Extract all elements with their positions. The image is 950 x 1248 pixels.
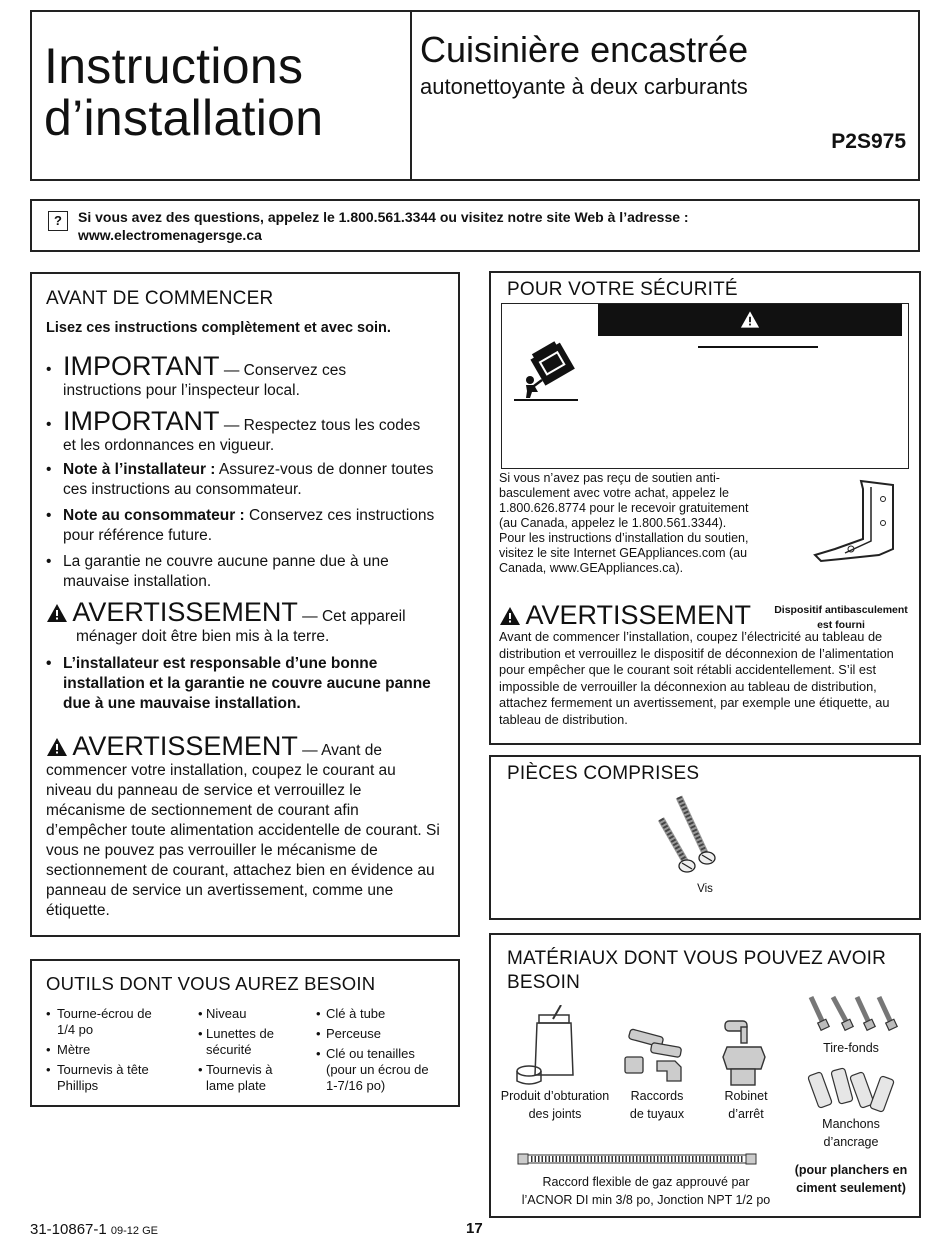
contact-website[interactable]: www.electromenagersge.ca (78, 227, 262, 243)
tool-item: Lunettes de sécurité (206, 1026, 274, 1057)
concrete-note-line1: (pour planchers en (794, 1163, 908, 1177)
anchors-caption (803, 1115, 899, 1151)
safety-warning-heading (499, 601, 751, 629)
materials-heading-line2: BESOIN (507, 972, 580, 993)
concrete-note-line2: ciment seulement) (796, 1181, 906, 1195)
question-icon: ? (48, 211, 68, 231)
flex-connector-caption (501, 1173, 791, 1209)
fittings-caption-line2: de tuyaux (629, 1107, 685, 1121)
safety-section (489, 271, 921, 745)
important-item-2: • IMPORTANT — Respectez tous les codes et les ordonnances en vigueur. (46, 406, 421, 454)
warning-icon (46, 603, 68, 623)
before-you-begin-section (30, 272, 460, 937)
sealant-caption-line1: Produit d’obturation (500, 1089, 610, 1103)
important-label: IMPORTANT (63, 351, 220, 381)
anchor-sleeves-icon (803, 1067, 899, 1117)
included-parts-heading: PIÈCES COMPRISES (507, 763, 700, 784)
installer-responsibility-text: L’installateur est responsable d’une bonne installation et la garantie ne couvre aucune panne due à une mauvaise installation. (63, 655, 431, 712)
warning-text-cont: ménager doit être bien mis à la terre. (76, 628, 330, 645)
materials-section (489, 933, 921, 1218)
note-consumer: • Note au consommateur : Conservez ces instructions pour référence future. (46, 507, 435, 544)
lag-bolts-caption: Tire-fonds (823, 1041, 879, 1055)
note-text: Conservez ces instructions pour référence future. (63, 507, 435, 544)
pipe-sealant-icon (515, 1005, 585, 1087)
tool-item: Perceuse (326, 1026, 381, 1041)
screws-icon (651, 793, 731, 877)
safety-warning-text: Avant de commencer l’installation, coupez l’électricité au tableau de distribution et verrouillez le dispositif de déconnexion de l’alimentation pour empêcher que le courant soit rétabli accidentellement. S’il est impossible de verrouiller la déconnexion au tableau de distribution, attachez fermement un avertissement, par exemple une étiquette, au tableau de distribution. (499, 629, 894, 727)
tools-col2: • Niveau • Lunettes de sécurité • Tournevis à lame plate (198, 1006, 308, 1094)
warning-ground (46, 598, 446, 647)
warning-text-cont: commencer votre installation, coupez le courant au niveau du panneau de service et verrouillez le mécanisme de sectionnement de courant afin d’empêcher toute alimentation accidentelle de courant. Si vous ne pouvez pas verrouiller le mécanisme de sectionnement de courant, attachez bien en évidence au panneau de service un avertissement, comme une étiquette. (46, 762, 440, 919)
anti-tip-text: Si vous n’avez pas reçu de soutien anti-basculement avec votre achat, appelez le 1.800.626.8774 pour le recevoir gratuitement (au Canada, appelez le 1.800.561.3344). Pour les instructions d’installation du soutien, visitez le site Internet GEAppliances.com (au Canada, www.GEAppliances.ca). (499, 471, 749, 575)
tools-heading: OUTILS DONT VOUS AUREZ BESOIN (46, 973, 376, 994)
warning-rule (698, 346, 818, 348)
warning-label: AVERTISSEMENT (525, 600, 751, 630)
warning-label: AVERTISSEMENT (72, 731, 298, 761)
model-number: P2S975 (831, 130, 906, 153)
warning-icon (499, 606, 521, 626)
anti-tip-warning-panel (501, 303, 909, 469)
tool-item: Mètre (57, 1042, 91, 1057)
included-parts-section (489, 755, 921, 920)
before-you-begin-heading: AVANT DE COMMENCER (46, 288, 274, 309)
product-subtitle: autonettoyante à deux carburants (420, 74, 748, 99)
important-text: — Conservez ces (219, 362, 347, 379)
valve-caption (703, 1087, 789, 1123)
warning-text: — Cet appareil (297, 608, 406, 625)
contact-box (30, 199, 920, 252)
materials-heading (507, 947, 886, 995)
header-box (30, 10, 920, 181)
page-number: 17 (466, 1220, 483, 1237)
valve-caption-line1: Robinet (724, 1089, 768, 1103)
valve-caption-line2: d’arrêt (728, 1107, 764, 1121)
warning-power (46, 732, 442, 921)
bracket-caption-line2: est fourni (817, 619, 865, 631)
warranty-note: • La garantie ne couvre aucune panne due à une mauvaise installation. (46, 552, 446, 592)
intro-text: Lisez ces instructions complètement et avec soin. (46, 320, 391, 336)
concrete-floor-note (787, 1161, 915, 1197)
shutoff-valve-icon (721, 1017, 767, 1089)
document-code-suffix: 09-12 GE (110, 1225, 158, 1237)
materials-heading-line1: MATÉRIAUX DONT VOUS POUVEZ AVOIR (507, 948, 887, 969)
product-title: Cuisinière encastrée (420, 29, 749, 70)
anchors-caption-line2: d’ancrage (823, 1135, 879, 1149)
flex-connector-caption-line2: l’ACNOR DI min 3/8 po, Jonction NPT 1/2 po (521, 1193, 771, 1207)
document-code (30, 1221, 158, 1238)
tool-item: Tournevis à lame plate (206, 1062, 273, 1093)
anchors-caption-line1: Manchons (822, 1117, 880, 1131)
important-text-cont: instructions pour l’inspecteur local. (63, 382, 300, 399)
lag-bolts-icon (803, 993, 899, 1033)
fittings-caption (615, 1087, 699, 1123)
tool-item: Clé ou tenailles (pour un écrou de 1-7/16 po) (326, 1046, 429, 1093)
important-label: IMPORTANT (63, 406, 220, 436)
document-title (44, 40, 323, 144)
safety-heading: POUR VOTRE SÉCURITÉ (507, 279, 738, 300)
warning-icon (46, 737, 68, 757)
anti-tip-bracket-icon (801, 475, 901, 571)
tools-col3: • Clé à tube • Perceuse • Clé ou tenailles (pour un écrou de 1-7/16 po) (316, 1006, 451, 1094)
header-divider (410, 12, 412, 179)
tool-item: Tournevis à tête Phillips (57, 1062, 149, 1093)
important-item-1: • IMPORTANT — Conservez ces instructions pour l’inspecteur local. (46, 351, 347, 399)
note-installer: • Note à l’installateur : Assurez-vous de donner toutes ces instructions au consommateur. (46, 461, 434, 498)
tool-item: Clé à tube (326, 1006, 386, 1021)
tools-col1: • Tourne-écrou de 1/4 po • Mètre • Tournevis à tête Phillips (46, 1006, 196, 1094)
tools-section (30, 959, 460, 1107)
warning-label: AVERTISSEMENT (72, 597, 298, 627)
document-title-line2: d’installation (44, 90, 324, 146)
tool-item: Niveau (206, 1006, 247, 1021)
warning-bar (598, 304, 902, 336)
tool-item: Tourne-écrou de 1/4 po (57, 1006, 152, 1037)
flexible-gas-connector-icon (517, 1151, 757, 1167)
screws-caption: Vis (697, 883, 713, 895)
note-label: Note à l’installateur : (63, 461, 216, 478)
contact-line1: Si vous avez des questions, appelez le 1.800.561.3344 ou visitez notre site Web à l’adresse : (78, 209, 689, 225)
warning-icon (740, 310, 760, 329)
warranty-text: La garantie ne couvre aucune panne due à une mauvaise installation. (63, 553, 389, 590)
warning-text: — Avant de (297, 742, 383, 759)
flex-connector-caption-line1: Raccord flexible de gaz approuvé par (542, 1175, 750, 1189)
sealant-caption (495, 1087, 615, 1123)
sealant-caption-line2: des joints (528, 1107, 582, 1121)
important-text-cont: et les ordonnances en vigueur. (63, 437, 275, 454)
note-label: Note au consommateur : (63, 507, 245, 524)
bracket-caption-line1: Dispositif antibasculement (774, 604, 908, 616)
document-title-line1: Instructions (44, 38, 304, 94)
important-text: — Respectez tous les codes (219, 417, 421, 434)
pipe-fittings-icon (623, 1027, 693, 1087)
installer-responsibility: • L’installateur est responsable d’une bonne installation et la garantie ne couvre aucune panne due à une mauvaise installation. (46, 654, 446, 714)
note-text: Assurez-vous de donner toutes ces instructions au consommateur. (63, 461, 434, 498)
fittings-caption-line1: Raccords (630, 1089, 684, 1103)
document-code-number: 31-10867-1 (30, 1221, 107, 1238)
tip-over-hazard-icon (508, 334, 588, 404)
